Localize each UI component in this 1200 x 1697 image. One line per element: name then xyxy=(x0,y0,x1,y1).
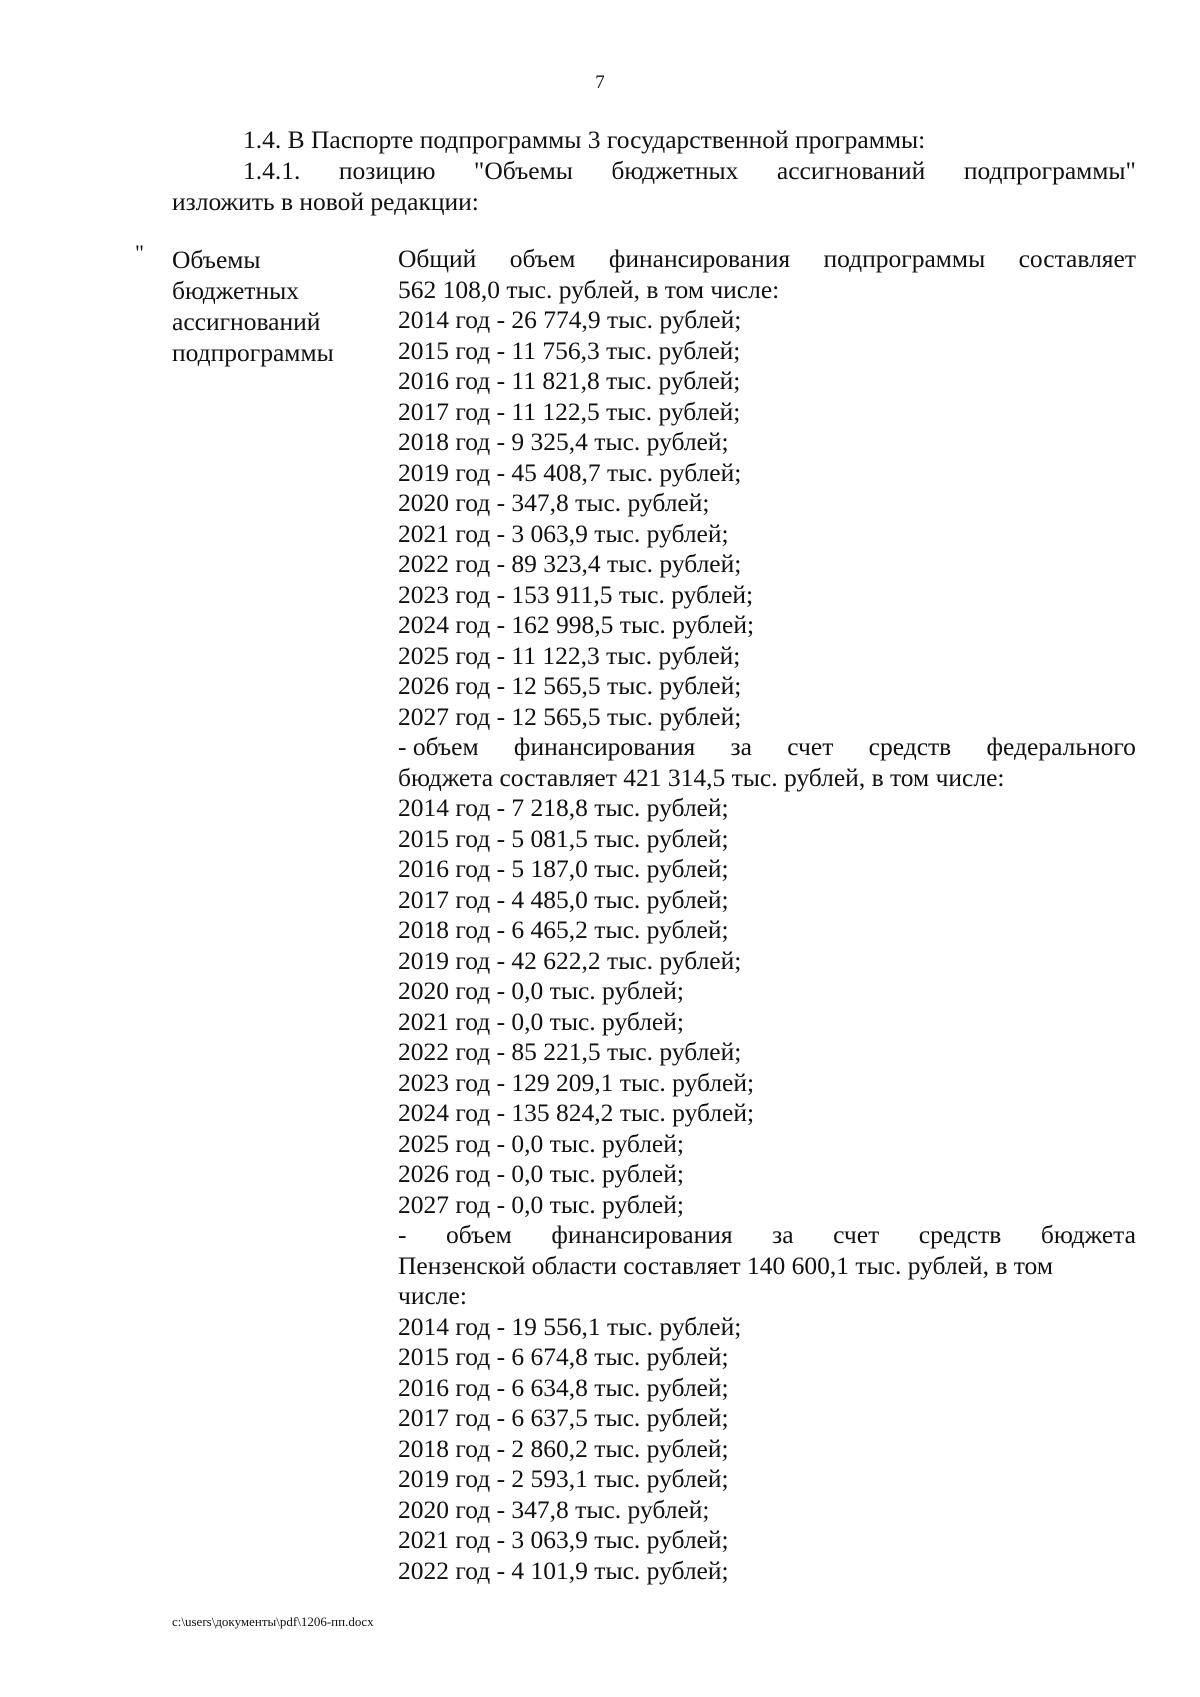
federal-intro-line xyxy=(398,732,1136,763)
total-year-item: 2020 год - 347,8 тыс. рублей; xyxy=(398,488,710,517)
total-year-item: 2027 год - 12 565,5 тыс. рублей; xyxy=(398,701,742,731)
regional-amount-line-cont: числе: xyxy=(398,1281,467,1310)
federal-year-item: 2019 год - 42 622,2 тыс. рублей; xyxy=(398,945,742,975)
total-year-item: 2015 год - 11 756,3 тыс. рублей; xyxy=(398,335,741,365)
federal-word: средств xyxy=(868,732,952,761)
regional-year-item: 2022 год - 4 101,9 тыс. рублей; xyxy=(398,1555,729,1585)
intro-word: "Объемы xyxy=(473,156,573,185)
intro-line-2 xyxy=(243,155,1136,186)
regional-word: за xyxy=(772,1220,794,1249)
total-amount-line: 562 108,0 тыс. рублей, в том числе: xyxy=(398,274,780,304)
federal-year-item: 2015 год - 5 081,5 тыс. рублей; xyxy=(398,823,729,853)
regional-intro-line xyxy=(398,1220,1136,1251)
total-year-item: 2021 год - 3 063,9 тыс. рублей; xyxy=(398,518,729,548)
total-year-item: 2023 год - 153 911,5 тыс. рублей; xyxy=(398,579,754,609)
total-word: Общий xyxy=(398,244,477,273)
intro-word: позицию xyxy=(338,156,436,185)
label-line: ассигнований xyxy=(172,307,321,336)
total-year-item: 2014 год - 26 774,9 тыс. рублей; xyxy=(398,305,742,334)
federal-year-item: 2020 год - 0,0 тыс. рублей; xyxy=(398,976,684,1005)
regional-year-item: 2021 год - 3 063,9 тыс. рублей; xyxy=(398,1525,729,1554)
regional-word: - xyxy=(398,1220,407,1249)
intro-word: ассигнований xyxy=(776,156,926,185)
total-word: финансирования xyxy=(608,244,791,273)
federal-year-item: 2024 год - 135 824,2 тыс. рублей; xyxy=(398,1098,755,1127)
total-year-item: 2017 год - 11 122,5 тыс. рублей; xyxy=(398,396,741,426)
total-year-item: 2025 год - 11 122,3 тыс. рублей; xyxy=(398,640,741,670)
regional-word: средств xyxy=(918,1220,1002,1249)
regional-word: счет xyxy=(833,1220,880,1249)
total-year-item: 2024 год - 162 998,5 тыс. рублей; xyxy=(398,610,755,639)
file-path-footer: c:\users\документы\pdf\1206-пп.docx xyxy=(172,1614,374,1629)
page-number: 7 xyxy=(595,72,605,93)
federal-year-item: 2027 год - 0,0 тыс. рублей; xyxy=(398,1189,684,1219)
total-year-item: 2022 год - 89 323,4 тыс. рублей; xyxy=(398,549,742,578)
federal-word: счет xyxy=(787,732,834,761)
total-word: объем xyxy=(509,244,576,273)
total-years-list xyxy=(398,305,1136,732)
federal-years-list xyxy=(398,793,1136,1220)
total-word: подпрограммы xyxy=(823,244,986,273)
federal-amount-line: бюджета составляет 421 314,5 тыс. рублей, в том числе: xyxy=(398,762,1005,792)
regional-year-item: 2015 год - 6 674,8 тыс. рублей; xyxy=(398,1342,729,1371)
regional-word: финансирования xyxy=(551,1220,733,1249)
label-line: Объемы xyxy=(172,245,261,274)
regional-year-item: 2019 год - 2 593,1 тыс. рублей; xyxy=(398,1464,729,1493)
intro-word: 1.4.1. xyxy=(243,156,301,185)
funding-content xyxy=(398,244,1136,1586)
federal-word: за xyxy=(730,732,752,761)
federal-word: федерального xyxy=(986,732,1136,761)
label-line: подпрограммы xyxy=(172,338,334,367)
total-year-item: 2019 год - 45 408,7 тыс. рублей; xyxy=(398,457,742,487)
total-intro-line xyxy=(398,244,1136,275)
federal-year-item: 2021 год - 0,0 тыс. рублей; xyxy=(398,1006,684,1036)
total-year-item: 2018 год - 9 325,4 тыс. рублей; xyxy=(398,427,729,456)
federal-year-item: 2022 год - 85 221,5 тыс. рублей; xyxy=(398,1037,742,1066)
opening-quote-mark: " xyxy=(135,240,144,265)
federal-year-item: 2017 год - 4 485,0 тыс. рублей; xyxy=(398,884,729,914)
total-year-item: 2016 год - 11 821,8 тыс. рублей; xyxy=(398,366,741,395)
federal-year-item: 2018 год - 6 465,2 тыс. рублей; xyxy=(398,915,729,944)
regional-years-list xyxy=(398,1312,1136,1587)
position-label xyxy=(172,244,382,368)
total-word: составляет xyxy=(1018,244,1136,273)
regional-year-item: 2017 год - 6 637,5 тыс. рублей; xyxy=(398,1403,729,1432)
federal-year-item: 2014 год - 7 218,8 тыс. рублей; xyxy=(398,793,729,822)
regional-year-item: 2018 год - 2 860,2 тыс. рублей; xyxy=(398,1433,729,1463)
federal-year-item: 2023 год - 129 209,1 тыс. рублей; xyxy=(398,1067,755,1097)
intro-line-3: изложить в новой редакции: xyxy=(172,187,479,216)
regional-word: бюджета xyxy=(1040,1220,1136,1249)
total-year-item: 2026 год - 12 565,5 тыс. рублей; xyxy=(398,671,742,700)
regional-year-item: 2016 год - 6 634,8 тыс. рублей; xyxy=(398,1372,729,1402)
regional-year-item: 2020 год - 347,8 тыс. рублей; xyxy=(398,1494,710,1524)
federal-year-item: 2026 год - 0,0 тыс. рублей; xyxy=(398,1159,684,1188)
regional-word: объем xyxy=(446,1220,512,1249)
federal-year-item: 2025 год - 0,0 тыс. рублей; xyxy=(398,1128,684,1158)
intro-word: подпрограммы" xyxy=(963,156,1136,185)
federal-word: финансирования xyxy=(513,732,696,761)
federal-year-item: 2016 год - 5 187,0 тыс. рублей; xyxy=(398,854,729,883)
federal-word: - объем xyxy=(398,732,479,761)
intro-word: бюджетных xyxy=(611,156,739,185)
regional-year-item: 2014 год - 19 556,1 тыс. рублей; xyxy=(398,1311,742,1341)
intro-line-1: 1.4. В Паспорте подпрограммы 3 государственной программы: xyxy=(243,125,926,154)
regional-amount-line: Пензенской области составляет 140 600,1 тыс. рублей, в том xyxy=(398,1250,1053,1280)
label-line: бюджетных xyxy=(172,276,299,305)
